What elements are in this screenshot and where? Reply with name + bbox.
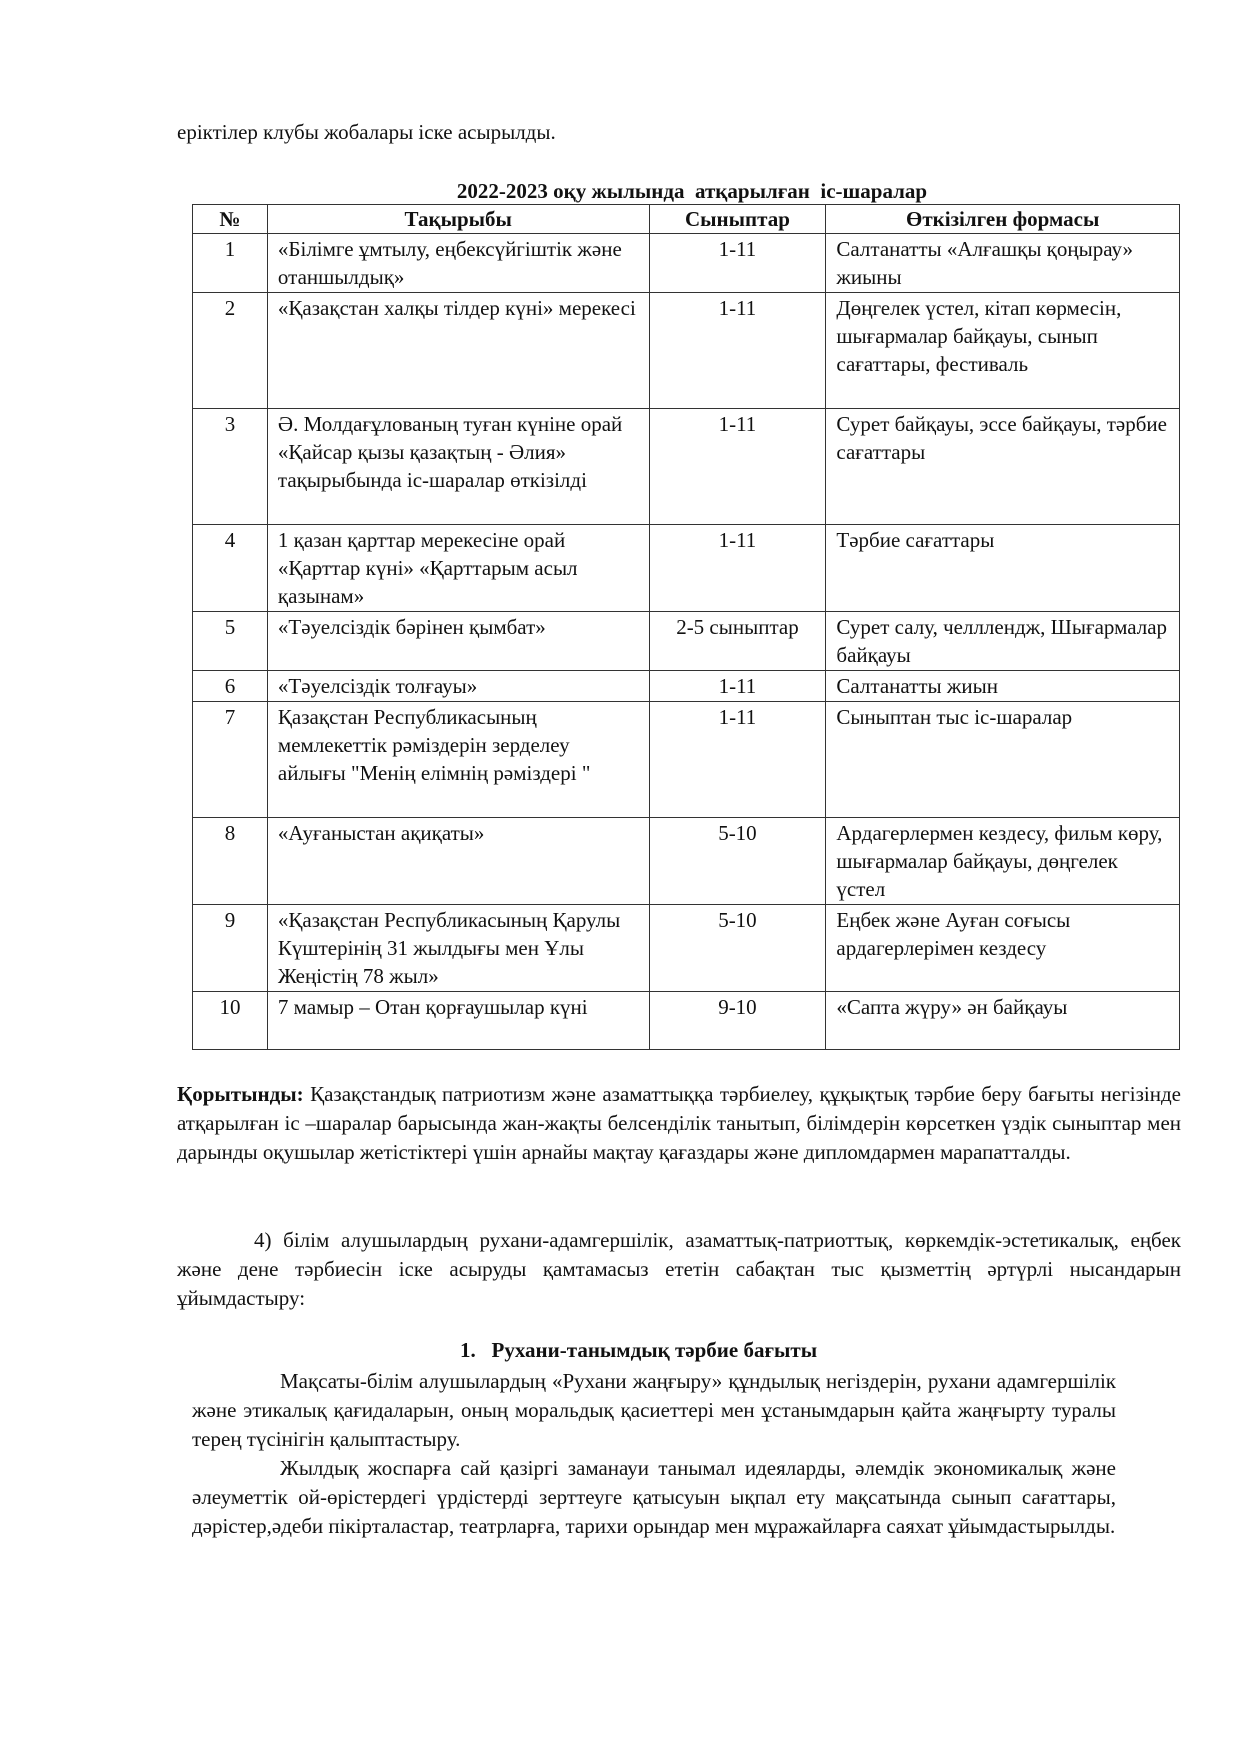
row-topic: «Білімге ұмтылу, еңбексүйгіштік және отаншылдық» bbox=[267, 234, 649, 293]
header-topic: Тақырыбы bbox=[267, 205, 649, 234]
table-row bbox=[193, 293, 1180, 409]
row-classes: 5-10 bbox=[649, 818, 826, 905]
row-number: 6 bbox=[193, 671, 268, 702]
row-form: Еңбек және Ауған соғысы ардагерлерімен кездесу bbox=[826, 905, 1180, 992]
row-classes: 1-11 bbox=[649, 293, 826, 409]
row-topic: «Тәуелсіздік бәрінен қымбат» bbox=[267, 612, 649, 671]
row-form: Сурет салу, челллендж, Шығармалар байқауы bbox=[826, 612, 1180, 671]
table-row bbox=[193, 702, 1180, 818]
row-number: 8 bbox=[193, 818, 268, 905]
goal-paragraph: Мақсаты-білім алушылардың «Рухани жаңғыру» құндылық негіздерін, рухани адамгершілік және этикалық қағидаларын, оның моральдық қасиеттері мен ұстанымдарын қайта жаңғырту туралы терең түсінігін қалыптастыру. bbox=[192, 1369, 1116, 1451]
row-topic: 7 мамыр – Отан қорғаушылар күні bbox=[267, 992, 649, 1050]
events-table bbox=[192, 204, 1180, 1050]
row-topic: Қазақстан Республикасының мемлекеттік рәміздерін зерделеу айлығы "Менің елімнің рәміздері " bbox=[267, 702, 649, 818]
row-classes: 1-11 bbox=[649, 234, 826, 293]
row-classes: 1-11 bbox=[649, 671, 826, 702]
section-heading: 1. Рухани-танымдық тәрбие бағыты bbox=[460, 1338, 818, 1362]
row-number: 7 bbox=[193, 702, 268, 818]
conclusion-text: Қазақстандық патриотизм және азаматтыққа тәрбиелеу, құқықтық тәрбие беру бағыты негізінде атқарылған іс –шаралар барысында жан-жақты белсенділік танытып, білімдерін көрсеткен үздік сыныптар мен дарынды оқушылар жетістіктері үшін арнайы мақтау қағаздары және дипломдармен марапатталды. bbox=[177, 1082, 1181, 1164]
row-number: 10 bbox=[193, 992, 268, 1050]
table-row bbox=[193, 818, 1180, 905]
row-form: Дөңгелек үстел, кітап көрмесін, шығармалар байқауы, сынып сағаттары, фестиваль bbox=[826, 293, 1180, 409]
table-row bbox=[193, 409, 1180, 525]
row-classes: 1-11 bbox=[649, 525, 826, 612]
row-form: Салтанатты жиын bbox=[826, 671, 1180, 702]
row-topic: Ә. Молдағұлованың туған күніне орай «Қайсар қызы қазақтың - Әлия» тақырыбында іс-шаралар өткізілді bbox=[267, 409, 649, 525]
row-classes: 1-11 bbox=[649, 409, 826, 525]
plan-paragraph: Жылдық жоспарға сай қазіргі заманауи танымал идеяларды, әлемдік экономикалық және әлеуметтік ой-өрістердегі үрдістерді зерттеуге қатысуын ықпал ету мақсатында сынып сағаттары, дәрістер,әдеби пікірталастар, театрларға, тарихи орындар мен мұражайларға саяхат ұйымдастырылды. bbox=[192, 1456, 1116, 1538]
row-number: 2 bbox=[193, 293, 268, 409]
conclusion-label: Қорытынды: bbox=[177, 1082, 304, 1106]
row-classes: 2-5 сыныптар bbox=[649, 612, 826, 671]
row-form: Ардагерлермен кездесу, фильм көру, шығармалар байқауы, дөңгелек үстел bbox=[826, 818, 1180, 905]
row-form: Сыныптан тыс іс-шаралар bbox=[826, 702, 1180, 818]
row-form: Салтанатты «Алғашқы қоңырау» жиыны bbox=[826, 234, 1180, 293]
table-caption: 2022-2023 оқу жылында атқарылған іс-шаралар bbox=[456, 179, 928, 203]
row-classes: 5-10 bbox=[649, 905, 826, 992]
row-number: 3 bbox=[193, 409, 268, 525]
row-topic: «Қазақстан халқы тілдер күні» мерекесі bbox=[267, 293, 649, 409]
header-form: Өткізілген формасы bbox=[826, 205, 1180, 234]
table-header-row bbox=[193, 205, 1180, 234]
header-number: № bbox=[193, 205, 268, 234]
row-number: 5 bbox=[193, 612, 268, 671]
item4-paragraph: 4) білім алушылардың рухани-адамгершілік, азаматтық-патриоттық, көркемдік-эстетикалық, еңбек және дене тәрбиесін іске асыруды қамтамасыз ететін сабақтан тыс қызметтің әртүрлі нысандарын ұйымдастыру: bbox=[177, 1228, 1181, 1310]
row-topic: «Тәуелсіздік толғауы» bbox=[267, 671, 649, 702]
row-number: 1 bbox=[193, 234, 268, 293]
table-row bbox=[193, 612, 1180, 671]
row-classes: 1-11 bbox=[649, 702, 826, 818]
row-number: 4 bbox=[193, 525, 268, 612]
intro-text: еріктілер клубы жобалары іске асырылды. bbox=[177, 120, 556, 144]
row-topic: 1 қазан қарттар мерекесіне орай «Қарттар күні» «Қарттарым асыл қазынам» bbox=[267, 525, 649, 612]
table-row bbox=[193, 671, 1180, 702]
row-classes: 9-10 bbox=[649, 992, 826, 1050]
conclusion-paragraph bbox=[177, 1080, 1181, 1167]
header-classes: Сыныптар bbox=[649, 205, 826, 234]
row-form: Тәрбие сағаттары bbox=[826, 525, 1180, 612]
row-number: 9 bbox=[193, 905, 268, 992]
table-row bbox=[193, 234, 1180, 293]
row-form: «Сапта жүру» ән байқауы bbox=[826, 992, 1180, 1050]
table-row bbox=[193, 525, 1180, 612]
table-row bbox=[193, 905, 1180, 992]
row-form: Сурет байқауы, эссе байқауы, тәрбие сағаттары bbox=[826, 409, 1180, 525]
table-row bbox=[193, 992, 1180, 1050]
row-topic: «Ауғаныстан ақиқаты» bbox=[267, 818, 649, 905]
row-topic: «Қазақстан Республикасының Қарулы Күштерінің 31 жылдығы мен Ұлы Жеңістің 78 жыл» bbox=[267, 905, 649, 992]
